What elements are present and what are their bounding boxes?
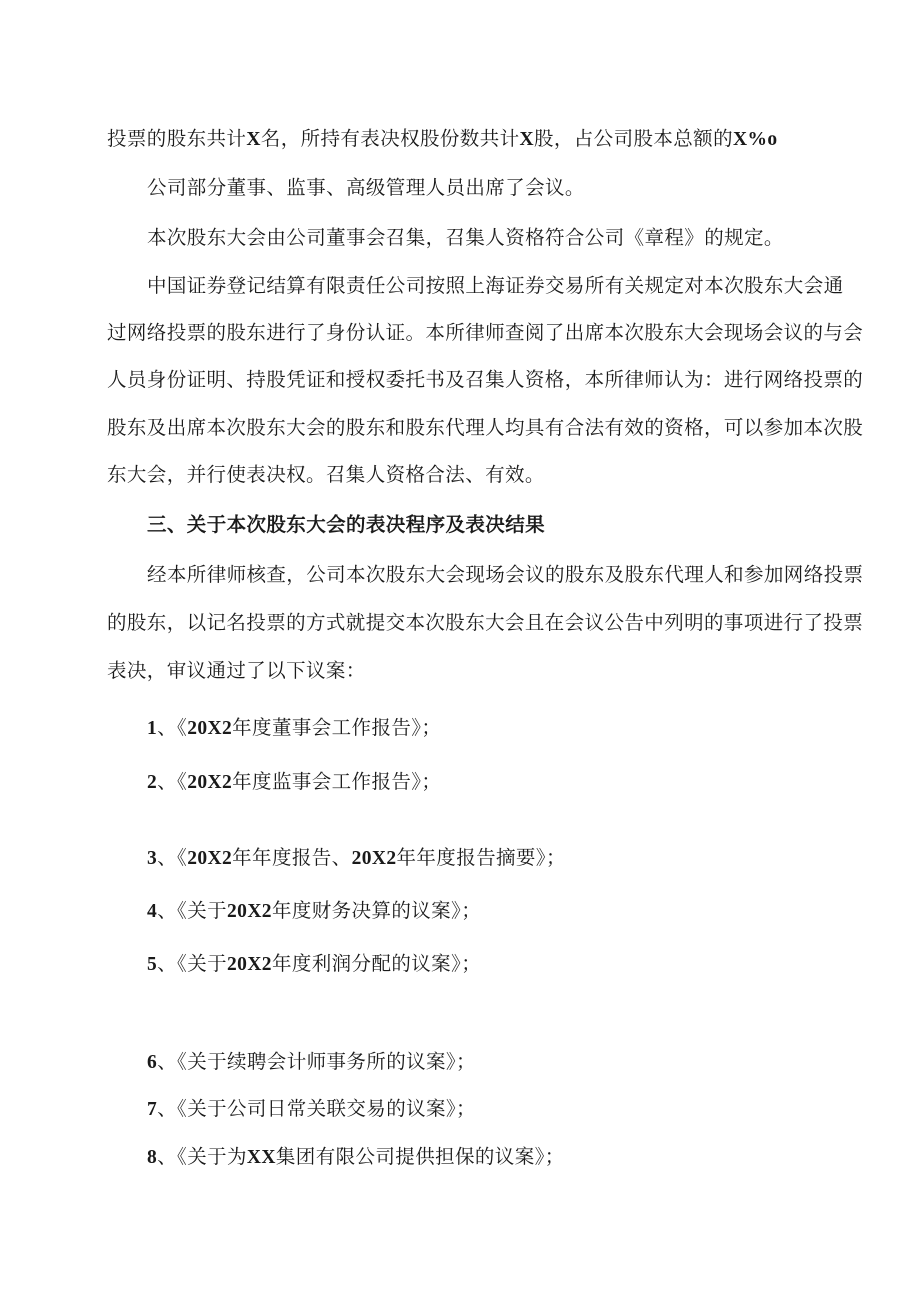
verification-paragraph-line: 股东及出席本次股东大会的股东和股东代理人均具有合法有效的资格，可以参加本次股 bbox=[107, 416, 864, 439]
item-number: 6 bbox=[147, 1052, 158, 1073]
list-item bbox=[147, 1050, 476, 1075]
list-item bbox=[147, 716, 441, 741]
text-segment: 、《 bbox=[157, 846, 188, 869]
section-heading: 三、关于本次股东大会的表决程序及表决结果 bbox=[147, 513, 546, 536]
list-item bbox=[147, 770, 441, 795]
item-year: 20X2 bbox=[187, 772, 233, 793]
section-intro-line: 经本所律师核查，公司本次股东大会现场会议的股东及股东代理人和参加网络投票 bbox=[147, 563, 864, 586]
verification-paragraph-line: 过网络投票的股东进行了身份认证。本所律师查阅了出席本次股东大会现场会议的与会 bbox=[107, 321, 864, 344]
text-segment: 股，占公司股本总额的 bbox=[533, 127, 733, 150]
verification-paragraph-line: 中国证券登记结算有限责任公司按照上海证券交易所有关规定对本次股东大会通 bbox=[147, 274, 844, 297]
text-segment: 年度利润分配的议案》； bbox=[271, 952, 482, 975]
list-item bbox=[147, 1145, 565, 1170]
section-intro-line: 的股东，以记名投票的方式就提交本次股东大会且在会议公告中列明的事项进行了投票 bbox=[107, 611, 864, 634]
text-segment: 、《关于续聘会计师事务所的议案》； bbox=[157, 1050, 476, 1073]
placeholder-percent: X%o bbox=[733, 129, 778, 150]
text-segment: 、《关于公司日常关联交易的议案》； bbox=[157, 1097, 476, 1120]
text-segment: 投票的股东共计 bbox=[107, 127, 247, 150]
verification-paragraph-line: 东大会，并行使表决权。召集人资格合法、有效。 bbox=[107, 463, 545, 486]
text-segment: 、《关于 bbox=[157, 899, 228, 922]
item-year: 20X2 bbox=[227, 954, 272, 975]
item-year: 20X2 bbox=[187, 848, 233, 869]
text-segment: 年年度报告摘要》； bbox=[396, 846, 566, 869]
item-number: 5 bbox=[147, 954, 158, 975]
list-item bbox=[147, 1097, 476, 1122]
text-segment: 年年度报告、 bbox=[232, 846, 352, 869]
text-segment: 年度监事会工作报告》； bbox=[232, 770, 442, 793]
placeholder-count: X bbox=[246, 129, 261, 150]
shareholder-count-line bbox=[107, 127, 778, 152]
item-number: 4 bbox=[147, 901, 158, 922]
attendance-paragraph: 公司部分董事、监事、高级管理人员出席了会议。 bbox=[147, 176, 585, 199]
list-item bbox=[147, 952, 481, 977]
list-item bbox=[147, 899, 481, 924]
text-segment: 集团有限公司提供担保的议案》； bbox=[275, 1145, 565, 1168]
text-segment: 年度财务决算的议案》； bbox=[271, 899, 482, 922]
item-year: 20X2 bbox=[351, 848, 397, 869]
list-item bbox=[147, 846, 566, 871]
item-number: 3 bbox=[147, 848, 158, 869]
text-segment: 、《关于 bbox=[157, 952, 228, 975]
placeholder-shares: X bbox=[519, 129, 534, 150]
text-segment: 、《关于为 bbox=[157, 1145, 247, 1168]
convener-paragraph: 本次股东大会由公司董事会召集，召集人资格符合公司《章程》的规定。 bbox=[147, 226, 784, 249]
text-segment: 年度董事会工作报告》； bbox=[232, 716, 442, 739]
text-segment: 、《 bbox=[157, 716, 188, 739]
verification-paragraph-line: 人员身份证明、持股凭证和授权委托书及召集人资格，本所律师认为：进行网络投票的 bbox=[107, 368, 864, 391]
item-year: 20X2 bbox=[227, 901, 272, 922]
item-number: 1 bbox=[147, 718, 158, 739]
text-segment: 、《 bbox=[157, 770, 188, 793]
text-segment: 名，所持有表决权股份数共计 bbox=[260, 127, 520, 150]
section-intro-line: 表决，审议通过了以下议案： bbox=[107, 659, 366, 682]
item-year: 20X2 bbox=[187, 718, 233, 739]
item-placeholder: XX bbox=[246, 1147, 276, 1168]
item-number: 8 bbox=[147, 1147, 158, 1168]
item-number: 2 bbox=[147, 772, 158, 793]
item-number: 7 bbox=[147, 1099, 158, 1120]
